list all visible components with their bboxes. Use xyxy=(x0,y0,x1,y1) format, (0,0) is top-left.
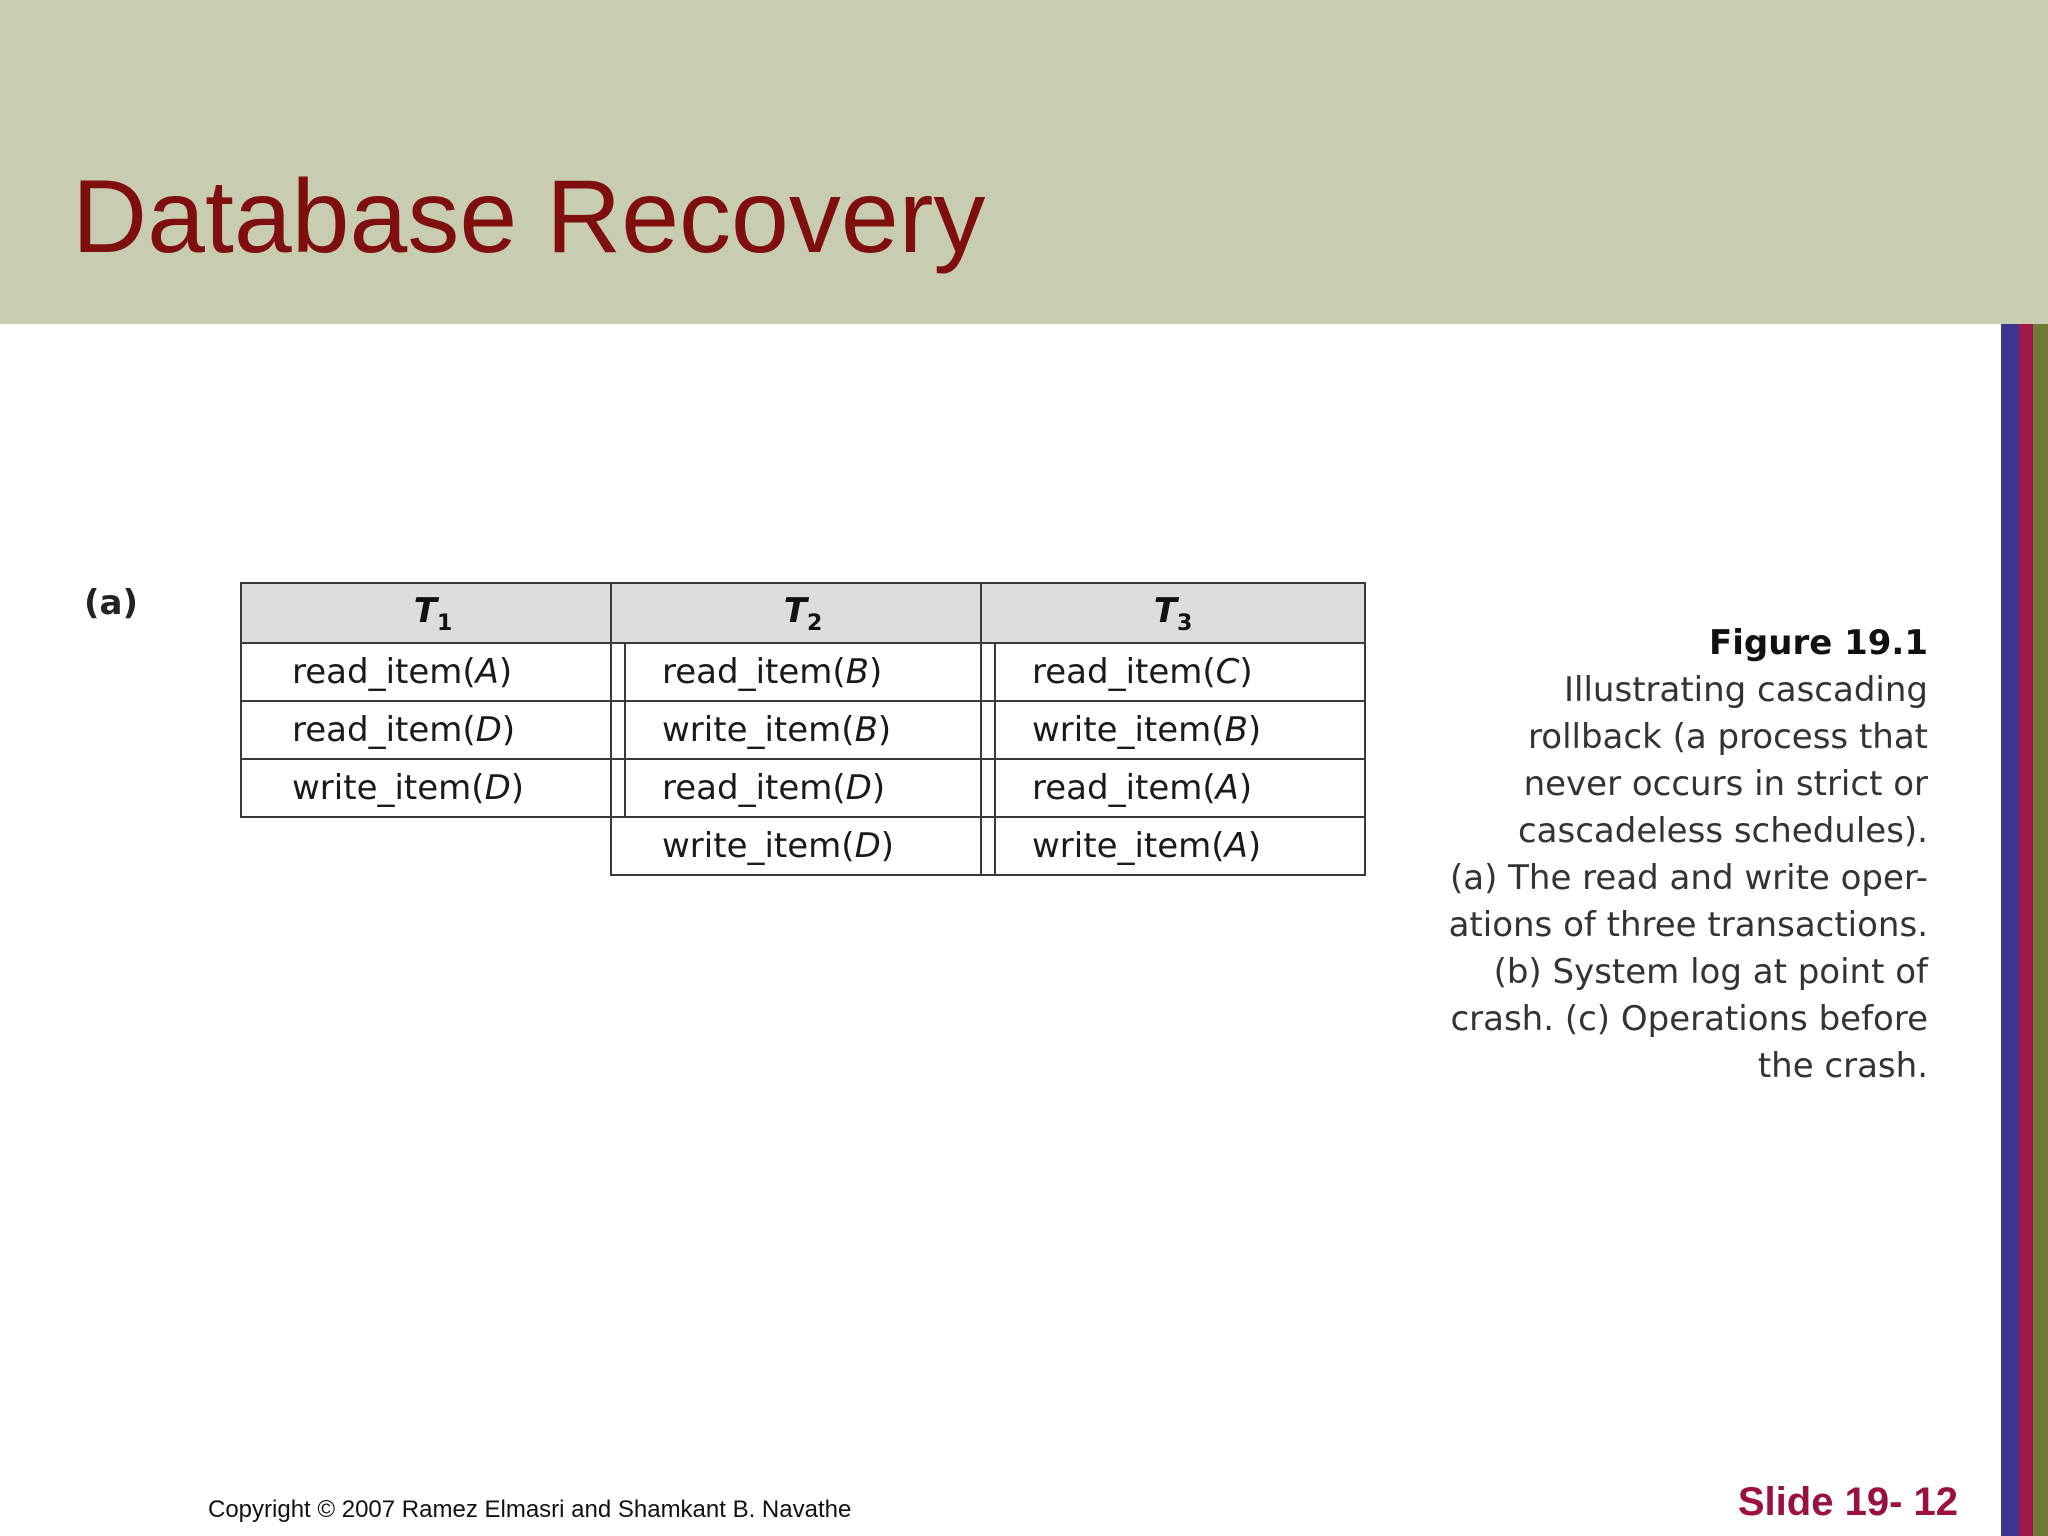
operation-cell: read_item(D) xyxy=(241,701,625,759)
transaction-table-t1 xyxy=(240,582,626,818)
transaction-header xyxy=(241,583,625,643)
operation-cell: read_item(C) xyxy=(981,643,1365,701)
operation-cell: write_item(D) xyxy=(611,817,995,875)
operation-cell: read_item(B) xyxy=(611,643,995,701)
copyright-notice: Copyright © 2007 Ramez Elmasri and Shamkant B. Navathe xyxy=(208,1496,852,1523)
figure-caption-title: Figure 19.1 xyxy=(1709,623,1928,663)
figure-caption-line: (a) The read and write oper- xyxy=(1449,858,1928,898)
transaction-table-t3 xyxy=(980,582,1366,876)
side-stripes xyxy=(2001,324,2048,1536)
figure-caption-line: the crash. xyxy=(1757,1046,1928,1086)
figure-part-label: (a) xyxy=(84,583,139,623)
transaction-name: T xyxy=(413,590,437,631)
transaction-subscript: 1 xyxy=(436,610,453,636)
transaction-header xyxy=(611,583,995,643)
operation-cell: write_item(A) xyxy=(981,817,1365,875)
figure-caption-line: ations of three transactions. xyxy=(1448,905,1928,945)
stripe-crimson xyxy=(2019,324,2033,1536)
transaction-name: T xyxy=(783,590,807,631)
figure-caption-line: cascadeless schedules). xyxy=(1517,811,1928,851)
operation-cell: read_item(A) xyxy=(981,759,1365,817)
transaction-subscript: 3 xyxy=(1176,610,1193,636)
figure-caption-line: rollback (a process that xyxy=(1528,717,1928,757)
stripe-olive xyxy=(2033,324,2048,1536)
transaction-table-t2 xyxy=(610,582,996,876)
transaction-subscript: 2 xyxy=(806,610,823,636)
figure-caption-line: never occurs in strict or xyxy=(1523,764,1928,804)
figure-caption xyxy=(1408,620,1928,1090)
operation-cell: write_item(B) xyxy=(611,701,995,759)
figure-caption-line: (b) System log at point of xyxy=(1493,952,1928,992)
stripe-blue xyxy=(2001,324,2019,1536)
slide-title: Database Recovery xyxy=(72,159,986,275)
operation-cell: write_item(D) xyxy=(241,759,625,817)
operation-cell: write_item(B) xyxy=(981,701,1365,759)
figure-caption-line: crash. (c) Operations before xyxy=(1450,999,1928,1039)
figure-caption-line: Illustrating cascading xyxy=(1564,670,1928,710)
operation-cell: read_item(D) xyxy=(611,759,995,817)
transaction-header xyxy=(981,583,1365,643)
slide-number: Slide 19- 12 xyxy=(1737,1480,1958,1524)
transaction-name: T xyxy=(1153,590,1177,631)
operation-cell: read_item(A) xyxy=(241,643,625,701)
